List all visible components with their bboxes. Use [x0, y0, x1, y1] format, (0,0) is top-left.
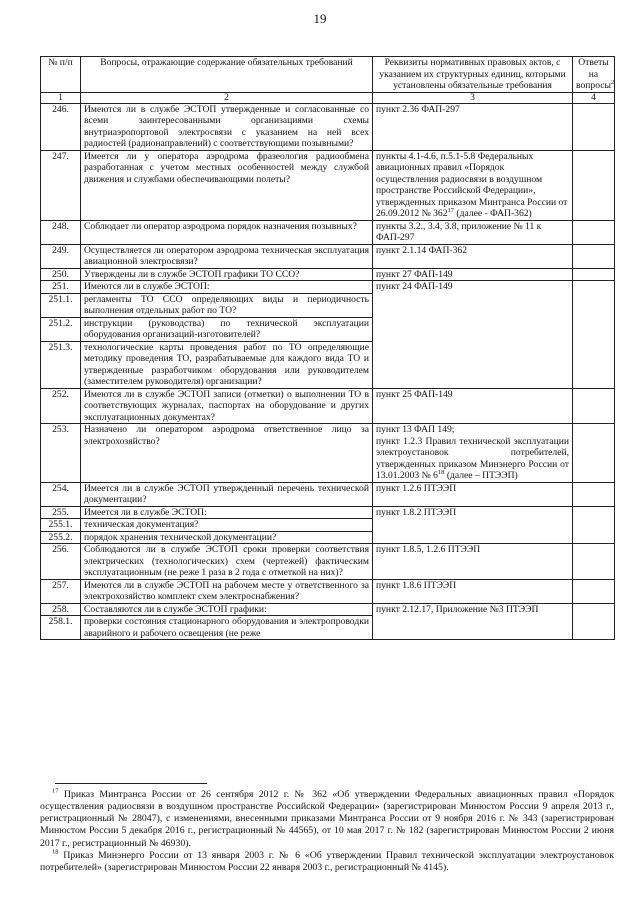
row-answer-cell[interactable]: [573, 220, 615, 244]
table-row: [41, 603, 615, 616]
row-requisites: пункт 2.36 ФАП-297: [373, 103, 573, 150]
row-answer-cell[interactable]: [573, 506, 615, 544]
row-number: 253.: [41, 424, 81, 483]
row-question: проверки состояния стационарного оборудования и электропроводки аварийного и рабочего освещения (не реже: [81, 616, 373, 640]
row-number: 246.: [41, 103, 81, 150]
row-number: 250.: [41, 268, 81, 281]
footnote-18: $^{18}$ Приказ Минэнерго России от 13 января 2003 г. № 6 «Об утверждении Правил технической эксплуатации электроустановок потребителей» (зарегистрирован Минюстом России 22 января 2003 г., регистрационный № 4145).: [40, 848, 614, 873]
table-row: [41, 268, 615, 281]
header-question: Вопросы, отражающие содержание обязательных требований: [81, 57, 373, 93]
row-requisites: пункты 4.1-4.6, п.5.1-5.8 Федеральных авиационных правил «Порядок осуществления радиосвязи в воздушном пространстве Российской Федерации», утвержденных приказом Минтранса России от 26.09.2012 № $362^{17}$ (далее - ФАП-362): [373, 150, 573, 220]
row-requisites: пункты 3.2., 3.4, 3.8, приложение № 11 к ФАП-297: [373, 220, 573, 244]
row-question: инструкции (руководства) по технической эксплуатации оборудования организаций-изготовителей?: [81, 317, 373, 341]
row-number: 249.: [41, 244, 81, 268]
row-number: 251.2.: [41, 317, 81, 341]
row-question: Имеется ли у оператора аэродрома фразеология радиообмена разработанная с учетом местных особенностей между службой движения и службами обеспечивающими полеты?: [81, 150, 373, 220]
row-question: Осуществляется ли оператором аэродрома техническая эксплуатация авиационной электросвязи?: [81, 244, 373, 268]
row-question: регламенты ТО ССО определяющих виды и периодичность выполнения отдельных работ по ТО?: [81, 293, 373, 317]
row-answer-cell[interactable]: [573, 544, 615, 580]
row-answer-cell[interactable]: [573, 268, 615, 281]
row-answer-cell[interactable]: [573, 103, 615, 150]
table-row: [41, 579, 615, 603]
row-question: Имеются ли в службе ЭСТОП на рабочем месте у ответственного за электрохозяйство комплект схем электроснабжения?: [81, 579, 373, 603]
row-answer-cell[interactable]: [573, 150, 615, 220]
column-number: 3: [373, 92, 573, 103]
footnote-17: $^{17}$ Приказ Минтранса России от 26 сентября 2012 г. № 362 «Об утверждении Федеральных авиационных правил «Порядок осуществления радиосвязи в воздушном пространстве Российской Федерации» (зарегистрирован Минюстом России 9 апреля 2013 г., регистрационный № 28047), с изменениями, внесенными приказами Минтранса России от 9 ноября 2016 г. № 343 (зарегистрирован Минюстом России 5 декабря 2016 г., регистрационный № 44565), от 10 мая 2017 г. № 182 (зарегистрирован Минюстом России 2 июня 2017 г., регистрационный № 46930).: [40, 787, 614, 849]
row-answer-cell[interactable]: [573, 388, 615, 424]
row-answer-cell[interactable]: [573, 281, 615, 389]
table-row: [41, 103, 615, 150]
table-row: [41, 150, 615, 220]
table-row: [41, 220, 615, 244]
table-header-row: [41, 57, 615, 93]
row-requisites: пункт 25 ФАП-149: [373, 388, 573, 424]
page-number: 19: [313, 11, 327, 26]
row-question: техническая документация?: [81, 519, 373, 532]
row-question: Соблюдаются ли в службе ЭСТОП сроки проверки соответствия электрических (технологических) схем (чертежей) фактическим эксплуатационным (не реже 1 раза в 2 года с отметкой на них)?: [81, 544, 373, 580]
row-number: 255.2.: [41, 531, 81, 544]
row-requisites: пункт 1.8.5, 1.2.6 ПТЭЭП: [373, 544, 573, 580]
row-question: Имеются ли в службе ЭСТОП:: [81, 281, 373, 294]
footnote-divider: [55, 783, 207, 784]
row-answer-cell[interactable]: [573, 603, 615, 640]
row-question: Составляются ли в службе ЭСТОП графики:: [81, 603, 373, 616]
table-row: [41, 544, 615, 580]
row-number: 255.1.: [41, 519, 81, 532]
row-requisites: пункт 27 ФАП-149: [373, 268, 573, 281]
row-question: Утверждены ли в службе ЭСТОП графики ТО ССО?: [81, 268, 373, 281]
column-number-row: [41, 92, 615, 103]
requirements-table: [40, 56, 615, 640]
row-requisites: пункт 24 ФАП-149: [373, 281, 573, 389]
row-answer-cell[interactable]: [573, 244, 615, 268]
row-question: Имеется ли в службе ЭСТОП:: [81, 506, 373, 519]
row-requisites: пункт 13 ФАП 149; пункт 1.2.3 Правил технической эксплуатации электроустановок потребителей, утвержденных приказом Минэнерго России от 13.01.2003 № $6^{18}$ (далее – ПТЭЭП): [373, 424, 573, 483]
row-requisites: пункт 2.1.14 ФАП-362: [373, 244, 573, 268]
row-question: Имеются ли в службе ЭСТОП записи (отметки) о выполнении ТО в соответствующих журналах, паспортах на оборудование и других эксплуатационных документах?: [81, 388, 373, 424]
table-row: [41, 482, 615, 506]
row-answer-cell[interactable]: [573, 482, 615, 506]
row-number: 258.1.: [41, 616, 81, 640]
row-number: 251.3.: [41, 341, 81, 388]
table-row: [41, 388, 615, 424]
row-question: Имеются ли в службе ЭСТОП утвержденные и согласованные со всеми заинтересованными организациями схемы внутриаэропортовой электросвязи с указанием на ней всех радиостей (радионаправлений) с соответствующими позывными?: [81, 103, 373, 150]
column-number: 4: [573, 92, 615, 103]
row-answer-cell[interactable]: [573, 424, 615, 483]
row-requisites: пункт 1.8.6 ПТЭЭП: [373, 579, 573, 603]
column-number: 2: [81, 92, 373, 103]
table-row: [41, 281, 615, 294]
row-question: Имеется ли в службе ЭСТОП утвержденный перечень технической документации?: [81, 482, 373, 506]
row-number: 257.: [41, 579, 81, 603]
column-number: 1: [41, 92, 81, 103]
table-row: [41, 424, 615, 483]
row-answer-cell[interactable]: [573, 579, 615, 603]
row-question: технологические карты проведения работ по ТО определяющие методику проведения ТО, разрабатываемые для каждого вида ТО и утвержденные разработчиком оборудования или руководителем (заместителем руководителя) организации?: [81, 341, 373, 388]
row-number: 251.1.: [41, 293, 81, 317]
row-number: 256.: [41, 544, 81, 580]
row-number: 254.: [41, 482, 81, 506]
row-requisites: пункт 1.8.2 ПТЭЭП: [373, 506, 573, 544]
row-question: порядок хранения технической документации?: [81, 531, 373, 544]
table-row: [41, 244, 615, 268]
table-row: [41, 506, 615, 519]
row-number: 251.: [41, 281, 81, 294]
row-question: Соблюдает ли оператор аэродрома порядок назначения позывных?: [81, 220, 373, 244]
row-question: Назначено ли оператором аэродрома ответственное лицо за электрохозяйство?: [81, 424, 373, 483]
row-number: 252.: [41, 388, 81, 424]
row-requisites: пункт 2.12.17, Приложение №3 ПТЭЭП: [373, 603, 573, 640]
row-number: 248.: [41, 220, 81, 244]
row-number: 258.: [41, 603, 81, 616]
header-requisites: Реквизиты нормативных правовых актов, с указанием их структурных единиц, которыми установлены обязательные требования: [373, 57, 573, 93]
row-number: 255.: [41, 506, 81, 519]
header-answers: Ответы на вопросы$^2$: [573, 57, 615, 93]
footnotes: [40, 789, 614, 874]
row-requisites: пункт 1.2.6 ПТЭЭП: [373, 482, 573, 506]
header-num: № п/п: [41, 57, 81, 93]
row-number: 247.: [41, 150, 81, 220]
